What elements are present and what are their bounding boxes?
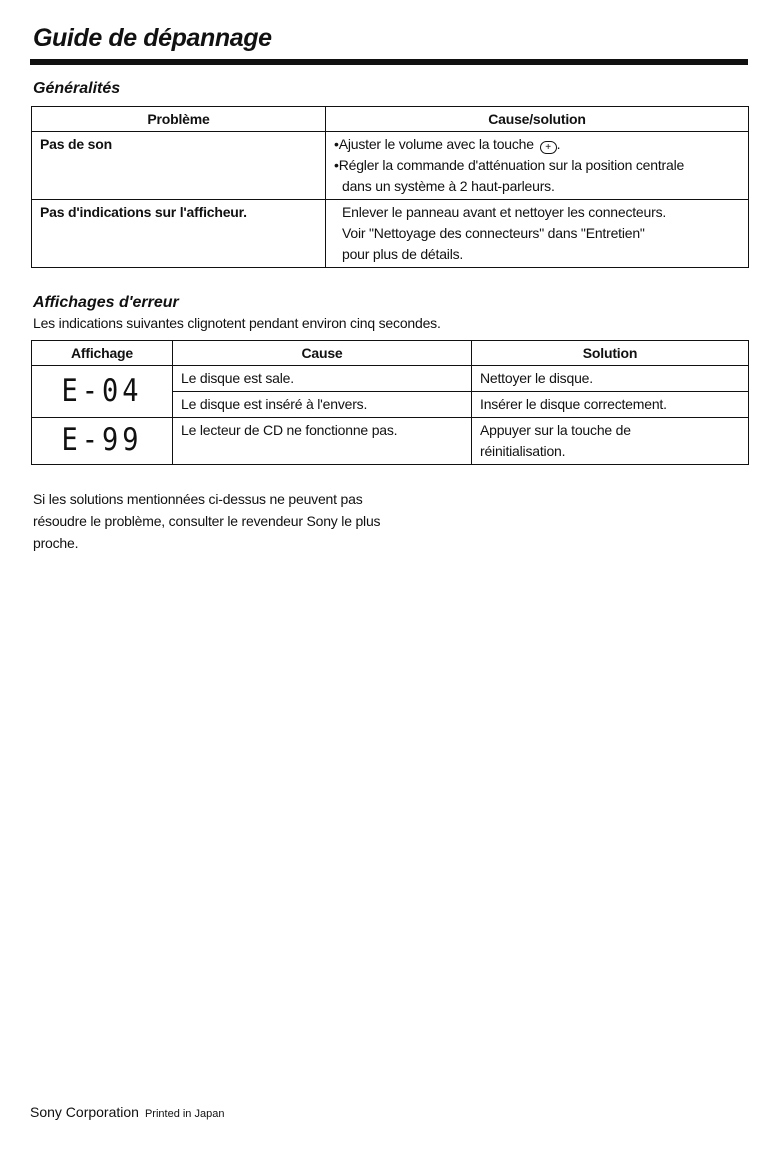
solution-cell: Nettoyer le disque. bbox=[472, 366, 749, 392]
solution-no-sound bbox=[326, 132, 749, 200]
header-display: Affichage bbox=[32, 341, 173, 366]
table-row bbox=[32, 418, 749, 465]
footer bbox=[30, 1104, 224, 1120]
error-code-e04: E-04 bbox=[61, 373, 143, 409]
solution-text-end: . bbox=[556, 136, 561, 152]
problem-no-display: Pas d'indications sur l'afficheur. bbox=[32, 200, 326, 268]
header-problem: Problème bbox=[32, 107, 326, 132]
solution-line: pour plus de détails. bbox=[342, 246, 464, 262]
header-cause: Cause bbox=[173, 341, 472, 366]
solution-line: réinitialisation. bbox=[480, 443, 566, 459]
solution-line: Voir "Nettoyage des connecteurs" dans "Entretien" bbox=[342, 225, 645, 241]
solution-line: •Régler la commande d'atténuation sur la position centrale bbox=[334, 157, 685, 173]
page-title: Guide de dépannage bbox=[33, 24, 272, 52]
solution-no-display bbox=[326, 200, 749, 268]
solution-line: dans un système à 2 haut-parleurs. bbox=[342, 178, 555, 194]
error-intro-text: Les indications suivantes clignotent pendant environ cinq secondes. bbox=[33, 315, 441, 331]
problem-no-sound: Pas de son bbox=[32, 132, 326, 200]
error-code-e99: E-99 bbox=[61, 422, 143, 459]
closing-line: résoudre le problème, consulter le revendeur Sony le plus bbox=[33, 513, 381, 529]
error-displays-heading: Affichages d'erreur bbox=[33, 294, 179, 311]
footer-printed: Printed in Japan bbox=[144, 1108, 225, 1120]
closing-line: proche. bbox=[33, 535, 79, 551]
table-row bbox=[32, 366, 749, 392]
general-troubleshooting-table bbox=[31, 106, 749, 268]
volume-plus-icon: + bbox=[540, 141, 557, 154]
solution-line: Enlever le panneau avant et nettoyer les connecteurs. bbox=[342, 204, 667, 220]
table-row bbox=[32, 200, 749, 268]
closing-line: Si les solutions mentionnées ci-dessus ne peuvent pas bbox=[33, 491, 363, 507]
solution-cell: Insérer le disque correctement. bbox=[472, 392, 749, 418]
cause-cell: Le disque est inséré à l'envers. bbox=[173, 392, 472, 418]
table-header-row bbox=[32, 341, 749, 366]
solution-text: •Ajuster le volume avec la touche bbox=[334, 136, 534, 152]
solution-line bbox=[334, 134, 740, 155]
header-cause-solution: Cause/solution bbox=[326, 107, 749, 132]
error-displays-table bbox=[31, 340, 749, 465]
solution-line: Appuyer sur la touche de bbox=[480, 422, 631, 438]
error-code-cell bbox=[32, 418, 173, 465]
footer-company: Sony Corporation bbox=[30, 1104, 139, 1120]
header-solution: Solution bbox=[472, 341, 749, 366]
cause-cell: Le disque est sale. bbox=[173, 366, 472, 392]
solution-cell bbox=[472, 418, 749, 465]
table-row bbox=[32, 132, 749, 200]
general-heading: Généralités bbox=[33, 80, 121, 97]
cause-cell: Le lecteur de CD ne fonctionne pas. bbox=[173, 418, 472, 465]
closing-note bbox=[33, 488, 453, 554]
error-code-cell bbox=[32, 366, 173, 418]
table-header-row bbox=[32, 107, 749, 132]
title-rule bbox=[30, 59, 748, 65]
